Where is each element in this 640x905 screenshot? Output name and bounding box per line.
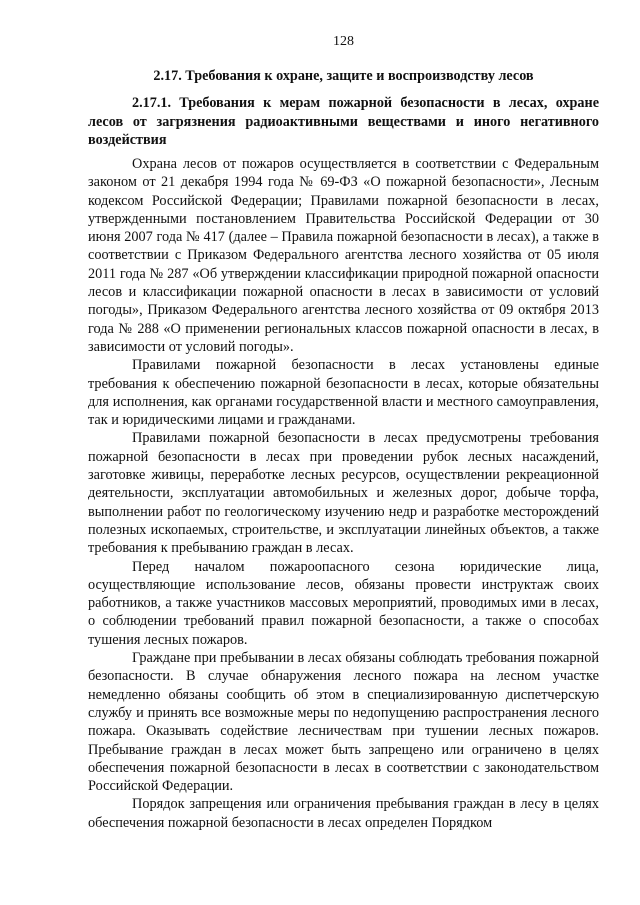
paragraph-2: Правилами пожарной безопасности в лесах установлены единые требования к обеспечению пожарной безопасности в лесах, которые обязательны для исполнения, как органами государственной власти и местного самоуправления, так и юридическими лицами и гражданами. xyxy=(88,357,599,429)
paragraph-1: Охрана лесов от пожаров осуществляется в соответствии с Федеральным законом от 21 декабря 1994 года № 69-ФЗ «О пожарной безопасности», Лесным кодексом Российской Федерации; Правилами пожарной безопасности в лесах, утвержденными постановлением Правительства Российской Федерации от 30 июня 2007 года № 417 (далее – Правила пожарной безопасности в лесах), а также в соответствии с Приказом Федерального агентства лесного хозяйства от 05 июля 2011 года № 287 «Об утверждении классификации природной пожарной опасности лесов и классификации пожарной опасности в лесах в зависимости от условий погоды», Приказом Федерального агентства лесного хозяйства от 09 октября 2013 года № 288 «О применении региональных классов пожарной опасности в лесах, в зависимости от условий погоды». xyxy=(88,156,599,355)
body-text xyxy=(88,155,599,832)
paragraph-6: Порядок запрещения или ограничения пребывания граждан в лесу в целях обеспечения пожарной безопасности в лесах определен Порядком xyxy=(88,796,599,831)
subsection-title: 2.17.1. Требования к мерам пожарной безопасности в лесах, охране лесов от загрязнения радиоактивными веществами и иного негативного воздействия xyxy=(88,95,599,149)
section-title: 2.17. Требования к охране, защите и воспроизводству лесов xyxy=(153,68,534,84)
paragraph-3: Правилами пожарной безопасности в лесах предусмотрены требования пожарной безопасности в лесах при проведении рубок лесных насаждений, заготовке живицы, переработке лесных ресурсов, осуществлении рекреационной деятельности, эксплуатации автомобильных и железных дорог, добыче торфа, выполнении работ по геологическому изучению недр и разработке месторождений полезных ископаемых, строительстве, и эксплуатации линейных объектов, а также требования к пребыванию граждан в лесах. xyxy=(88,430,599,557)
paragraph-4: Перед началом пожароопасного сезона юридические лица, осуществляющие использование лесов, обязаны провести инструктаж своих работников, а также участников массовых мероприятий, проводимых ими в лесах, о соблюдении требований правил пожарной безопасности, а также о способах тушения лесных пожаров. xyxy=(88,558,599,648)
page-number: 128 xyxy=(333,34,354,49)
paragraph-5: Граждане при пребывании в лесах обязаны соблюдать требования пожарной безопасности. В случае обнаружения лесного пожара на лесном участке немедленно обязаны сообщить об этом в специализированную диспетчерскую службу и принять все возможные меры по недопущению распространения лесного пожара. Оказывать содействие лесничествам при тушении лесных пожаров. Пребывание граждан в лесах может быть запрещено или ограничено в целях обеспечения пожарной безопасности в лесах в соответствии с законодательством Российской Федерации. xyxy=(88,650,599,795)
